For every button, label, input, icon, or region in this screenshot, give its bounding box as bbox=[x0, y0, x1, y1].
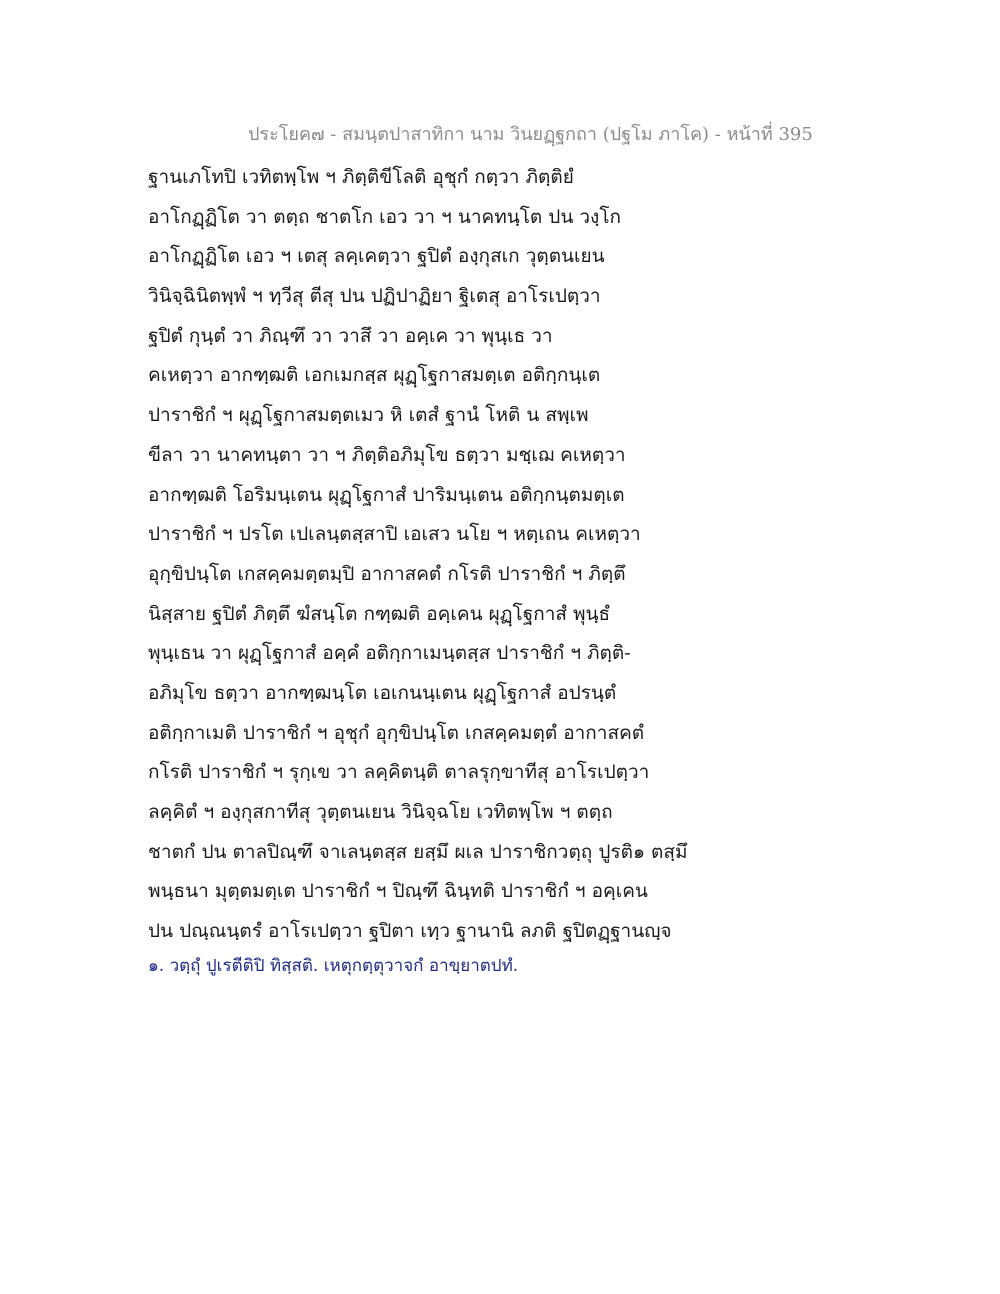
running-header: ประโยค๗ - สมนฺตปาสาทิกา นาม วินยฏฺฐกถา (ปฐโม ภาโค) - หน้าที่ 395 bbox=[248, 124, 813, 145]
text-line: พนฺธนา มุตฺตมตฺเต ปาราชิกํ ฯ ปิณฺฑึ ฉินฺทติ ปาราชิกํ ฯ อคฺเคน bbox=[148, 880, 648, 903]
text-line: นิสฺสาย ฐปิตํ ภิตฺตึ ฆํสนฺโต กฑฺฒติ อคฺเคน ผุฏฺโฐกาสํ พุนฺธํ bbox=[148, 602, 611, 625]
text-line: อากฑฺฒติ โอริมนฺเตน ผุฏฺโฐกาสํ ปาริมนฺเตน อติกฺกนฺตมตฺเต bbox=[148, 483, 625, 506]
text-line: ปาราชิกํ ฯ ผุฏฺโฐกาสมตฺตเมว หิ เตสํ ฐานํ โหติ น สพฺเพ bbox=[148, 404, 589, 427]
text-line: วินิจฺฉินิตพฺพํ ฯ ทฺวีสุ ตีสุ ปน ปฏิปาฏิยา ฐิเตสุ อาโรเปตฺวา bbox=[148, 285, 601, 308]
text-line: ปาราชิกํ ฯ ปรโต เปเลนฺตสฺสาปิ เอเสว นโย ฯ หตฺเถน คเหตฺวา bbox=[148, 523, 641, 546]
body-text bbox=[148, 158, 708, 952]
text-line: อติกฺกาเมติ ปาราชิกํ ฯ อุชุกํ อุกฺขิปนฺโต เกสคฺคมตฺตํ อากาสคตํ bbox=[148, 721, 645, 744]
text-line: อภิมุโข ธตฺวา อากฑฺฒนฺโต เอเกนนฺเตน ผุฏฺโฐกาสํ อปรนฺตํ bbox=[148, 681, 617, 704]
text-line: ปน ปณฺณนฺตรํ อาโรเปตฺวา ฐปิตา เทฺว ฐานานิ ลภติ ฐปิตฏฺฐานญฺจ bbox=[148, 920, 672, 943]
text-line: อาโกฏฺฏิโต เอว ฯ เตสุ ลคฺเคตฺวา ฐปิตํ องฺกุสเก วุตฺตนเยน bbox=[148, 245, 605, 268]
text-line: ชาตกํ ปน ตาลปิณฺฑึ จาเลนฺตสฺส ยสฺมึ ผเล ปาราชิกวตฺถุ ปูรติ๑ ตสฺมึ bbox=[148, 840, 688, 863]
text-line: อุกฺขิปนฺโต เกสคฺคมตฺตมฺปิ อากาสคตํ กโรติ ปาราชิกํ ฯ ภิตฺตึ bbox=[148, 562, 626, 585]
text-line: คเหตฺวา อากฑฺฒติ เอกเมกสฺส ผุฏฺโฐกาสมตฺเต อติกฺกนฺเต bbox=[148, 364, 601, 387]
text-line: ฐานเภโทปิ เวทิตพฺโพ ฯ ภิตฺติขีโลติ อุชุกํ กตฺวา ภิตฺติยํ bbox=[148, 166, 574, 188]
text-line: กโรติ ปาราชิกํ ฯ รุกฺเข วา ลคฺคิตนฺติ ตาลรุกฺขาทีสุ อาโรเปตฺวา bbox=[148, 761, 650, 784]
text-line: พุนฺเธน วา ผุฏฺโฐกาสํ อคฺคํ อติกฺกาเมนฺตสฺส ปาราชิกํ ฯ ภิตฺติ- bbox=[148, 642, 631, 665]
text-line: ลคฺคิตํ ฯ องฺกุสกาทีสุ วุตฺตนเยน วินิจฺฉโย เวทิตพฺโพ ฯ ตตฺถ bbox=[148, 801, 613, 823]
text-line: อาโกฏฺฏิโต วา ตตฺถ ชาตโก เอว วา ฯ นาคทนฺโต ปน วงฺโก bbox=[148, 205, 622, 228]
text-line: ขีลา วา นาคทนฺตา วา ฯ ภิตฺติอภิมุโข ธตฺวา มชฺเฌ คเหตฺวา bbox=[148, 443, 626, 466]
text-line: ฐปิตํ กุนฺตํ วา ภิณฺฑึ วา วาสึ วา อคฺเค วา พุนฺเธ วา bbox=[148, 324, 553, 347]
footnote: ๑. วตฺถุํ ปูเรตีติปิ ทิสฺสติ. เหตุกตฺตุวาจกํ อาขฺยาตปทํ. bbox=[148, 956, 519, 976]
